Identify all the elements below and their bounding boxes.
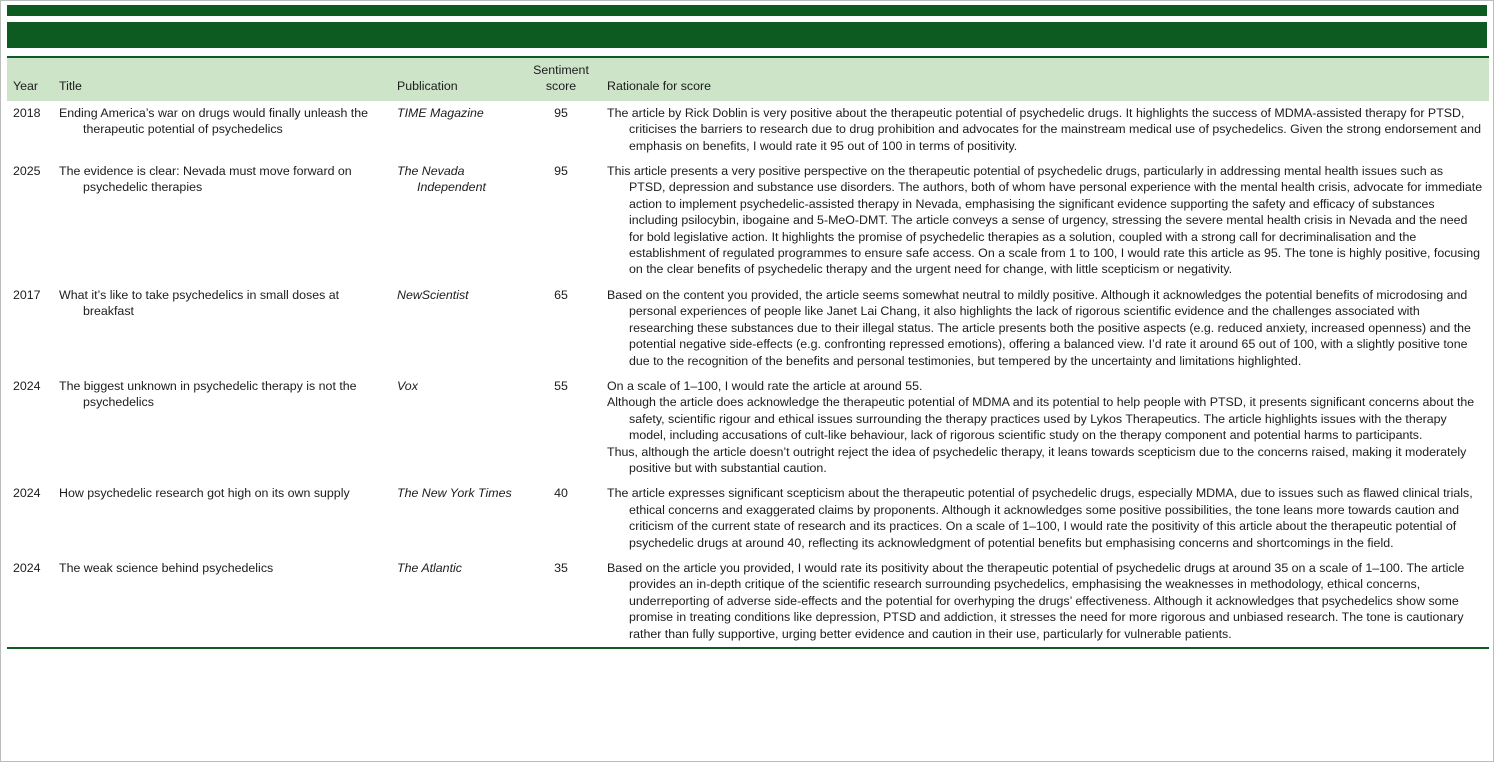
title-cell: Ending America’s war on drugs would finally unleash the therapeutic potential of psychedelics: [59, 105, 369, 137]
publication-cell: Vox: [397, 378, 418, 393]
title-cell: The weak science behind psychedelics: [53, 556, 391, 648]
publication-cell: TIME Magazine: [397, 105, 484, 120]
rationale-cell: [601, 556, 1489, 648]
table-row: [7, 374, 1489, 481]
rationale-cell: [601, 283, 1489, 374]
table-row: [7, 556, 1489, 648]
rationale-paragraph: Based on the article you provided, I would rate its positivity about the therapeutic potential of psychedelic drugs at around 35 on a scale of 1–100. The article provides an in-depth critique of the scientific research surrounding psychedelics, emphasising the weaknesses in methodology, ethical concerns, underreporting of adverse side-effects and the potential for overhyping the drugs’ effectiveness. Although it acknowledges that psychedelics show some promise in treating conditions like depression, PTSD and addiction, it stresses the need for more rigorous and unbiased research. The tone is cautionary rather than fully supportive, urging better evidence and caution in their use, particularly for vulnerable patients.: [607, 560, 1465, 641]
score-cell: 65: [554, 287, 568, 302]
title-cell: What it’s like to take psychedelics in small doses at breakfast: [59, 287, 340, 319]
table-title-bar: [7, 22, 1487, 48]
rationale-cell: [601, 101, 1489, 159]
title-cell: The evidence is clear: Nevada must move forward on psychedelic therapies: [59, 164, 352, 195]
score-cell: 55: [554, 378, 568, 393]
publication-cell: The Atlantic: [391, 556, 521, 648]
score-cell: 95: [554, 105, 568, 120]
year-cell: 2024: [13, 378, 41, 393]
table-row: [7, 481, 1489, 556]
rationale-paragraph: Thus, although the article doesn’t outright reject the idea of psychedelic therapy, it leans towards scepticism due to the concerns raised, making it moderately positive but with substantial caution.: [607, 444, 1467, 475]
rationale-cell: [601, 159, 1489, 283]
rationale-paragraph: Although the article does acknowledge the therapeutic potential of MDMA and its potential to help people with PTSD, it presents significant concerns about the safety, scientific rigour and ethical issues surrounding the therapy practices used by Lykos Therapeutics. The article highlights issues with the therapy model, including accusations of cult-like behaviour, lack of rigorous scientific study on the therapy component and potential harms to participants.: [607, 395, 1475, 443]
year-cell: 2025: [13, 164, 41, 179]
year-cell: 2024: [13, 486, 41, 501]
header-rationale: Rationale for score: [601, 57, 1489, 101]
header-sentiment-score: Sentiment score: [521, 57, 601, 101]
rationale-paragraph: The article by Rick Doblin is very positive about the therapeutic potential of psychedelic drugs. It highlights the success of MDMA-assisted therapy for PTSD, criticises the barriers to research due to drug prohibition and advocates for the mainstream medical use of psychedelics. Given the strong endorsement and emphasis on benefits, I would rate it 95 out of 100 in terms of positivity.: [607, 105, 1481, 153]
publication-cell: The New York Times: [397, 486, 512, 501]
year-cell: 2018: [13, 105, 41, 120]
rationale-cell: [601, 481, 1489, 556]
bottom-margin: [1, 649, 1493, 655]
table-row: [7, 283, 1489, 374]
rationale-paragraph: On a scale of 1–100, I would rate the article at around 55.: [607, 378, 923, 393]
top-rule-bar: [7, 5, 1487, 16]
title-cell: How psychedelic research got high on its own supply: [59, 486, 350, 501]
table-header: [7, 57, 1489, 101]
rationale-paragraph: The article expresses significant scepticism about the therapeutic potential of psychedelic drugs, especially MDMA, due to issues such as flawed clinical trials, ethical concerns and exaggerated claims by proponents. Although it acknowledges some positive possibilities, the tone leans more towards caution and criticism of the current state of research and its practices. On a scale of 1–100, I would rate the positivity of this article about the therapeutic potential of psychedelic drugs at around 40, reflecting its acknowledgment of potential benefits but emphasising concerns and shortcomings in the field.: [607, 486, 1473, 550]
year-cell: 2024: [7, 556, 53, 648]
score-cell: 40: [554, 486, 568, 501]
publication-cell: NewScientist: [397, 287, 469, 302]
rationale-paragraph: This article presents a very positive perspective on the therapeutic potential of psychedelic drugs, particularly in addressing mental health issues such as PTSD, depression and substance use disorders. The authors, both of whom have personal experience with the mental health crisis, advocate for immediate action to implement psychedelic-assisted therapy in Nevada, emphasising the significant evidence supporting the safety and efficacy of substances including psilocybin, ibogaine and 5-MeO-DMT. The article conveys a sense of urgency, stressing the severe mental health crisis in Nevada and the need for bold legislative action. It highlights the promise of psychedelic therapies as a solution, coupled with a strong call for decriminalisation and the establishment of regulated programmes to ensure safe access. On a scale from 1 to 100, I would rate this article as 95. The tone is highly positive, focusing on the clear benefits of psychedelic therapy and the urgent need for change, with little scepticism or negativity.: [607, 164, 1483, 277]
rationale-paragraph: Based on the content you provided, the article seems somewhat neutral to mildly positive. Although it acknowledges the potential benefits of microdosing and personal experiences of people like Janet Lai Chang, it also highlights the lack of rigorous scientific evidence and the challenges associated with researching these substances due to their illegal status. The article presents both the positive aspects (e.g. reduced anxiety, increased openness) and the potential negative side-effects (e.g. confronting repressed emotions), offering a balanced view. I’d rate it around 65 out of 100, with a slightly positive tone due to the recognition of the benefits and personal testimonies, but tempered by the uncertainty and limitations highlighted.: [607, 287, 1471, 368]
table-row: [7, 101, 1489, 159]
header-year: Year: [7, 57, 53, 101]
header-title: Title: [53, 57, 391, 101]
score-cell: 95: [554, 164, 568, 179]
rationale-cell: [601, 374, 1489, 481]
table-row: [7, 159, 1489, 283]
title-cell: The biggest unknown in psychedelic therapy is not the psychedelics: [59, 378, 357, 410]
table-body: [7, 101, 1489, 648]
sentiment-table: [7, 56, 1489, 649]
publication-cell: The Nevada Independent: [397, 164, 486, 195]
year-cell: 2017: [13, 287, 41, 302]
header-publication: Publication: [391, 57, 521, 101]
score-cell: 35: [521, 556, 601, 648]
